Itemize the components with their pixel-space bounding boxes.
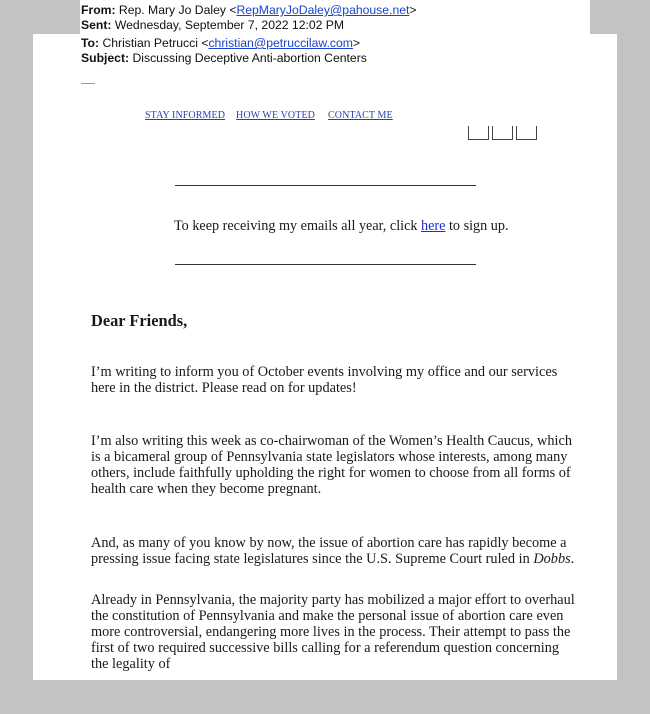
social-icon-3[interactable] bbox=[516, 126, 537, 140]
paragraph-1: I’m writing to inform you of October events involving my office and our services here in the district. Please read on for updates! bbox=[91, 364, 558, 396]
social-icons-row bbox=[468, 126, 540, 142]
subject-value: Discussing Deceptive Anti-abortion Centers bbox=[132, 51, 367, 65]
to-name: Christian Petrucci < bbox=[102, 36, 209, 50]
signup-line bbox=[174, 218, 509, 235]
signup-bottom-rule bbox=[175, 264, 476, 265]
to-email-link[interactable]: christian@petruccilaw.com bbox=[208, 36, 353, 50]
header-divider bbox=[81, 83, 95, 84]
social-icon-2[interactable] bbox=[492, 126, 513, 140]
nav-contact-me-link[interactable]: CONTACT ME bbox=[328, 110, 393, 121]
paragraph-4: Already in Pennsylvania, the majority party has mobilized a major effort to overhaul the constitution of Pennsylvania and make the personal issue of abortion care even more controversial, endangering more lives in the process. Their attempt to pass the first of two required successive bills calling for a referendum question concerning the legality of bbox=[91, 592, 575, 672]
signup-here-link[interactable]: here bbox=[421, 218, 446, 234]
paragraph-3-text: And, as many of you know by now, the issue of abortion care has rapidly become a pressing issue facing state legislatures since the U.S. Supreme Court ruled in bbox=[91, 535, 567, 567]
from-close: > bbox=[409, 3, 417, 17]
nav-stay-informed-link[interactable]: STAY INFORMED bbox=[145, 110, 226, 121]
paragraph-3 bbox=[91, 535, 578, 567]
subject-line bbox=[81, 51, 367, 66]
to-line bbox=[81, 36, 360, 51]
dobbs-case-name: Dobbs bbox=[533, 551, 571, 567]
to-label: To: bbox=[81, 36, 100, 50]
nav-how-we-voted-link[interactable]: HOW WE VOTED bbox=[236, 110, 315, 121]
paragraph-3-end: . bbox=[570, 551, 575, 567]
signup-suffix: to sign up. bbox=[445, 218, 509, 234]
from-line bbox=[81, 3, 417, 18]
paragraph-2: I’m also writing this week as co-chairwoman of the Women’s Health Caucus, which is a bicameral group of Pennsylvania state legislators whose interests, among many others, include faithfully upholding the right for women to choose from all forms of health care when they become pregnant. bbox=[91, 433, 572, 497]
sent-label: Sent: bbox=[81, 18, 112, 32]
greeting: Dear Friends, bbox=[91, 311, 188, 330]
from-label: From: bbox=[81, 3, 116, 17]
from-name: Rep. Mary Jo Daley < bbox=[118, 3, 237, 17]
from-email-link[interactable]: RepMaryJoDaley@pahouse.net bbox=[236, 3, 410, 17]
sent-value: Wednesday, September 7, 2022 12:02 PM bbox=[114, 18, 345, 32]
sent-line bbox=[81, 18, 344, 33]
social-icon-1[interactable] bbox=[468, 126, 489, 140]
to-close: > bbox=[352, 36, 361, 50]
signup-top-rule bbox=[175, 185, 476, 186]
subject-label: Subject: bbox=[81, 51, 130, 65]
signup-prefix: To keep receiving my emails all year, click bbox=[174, 218, 422, 234]
